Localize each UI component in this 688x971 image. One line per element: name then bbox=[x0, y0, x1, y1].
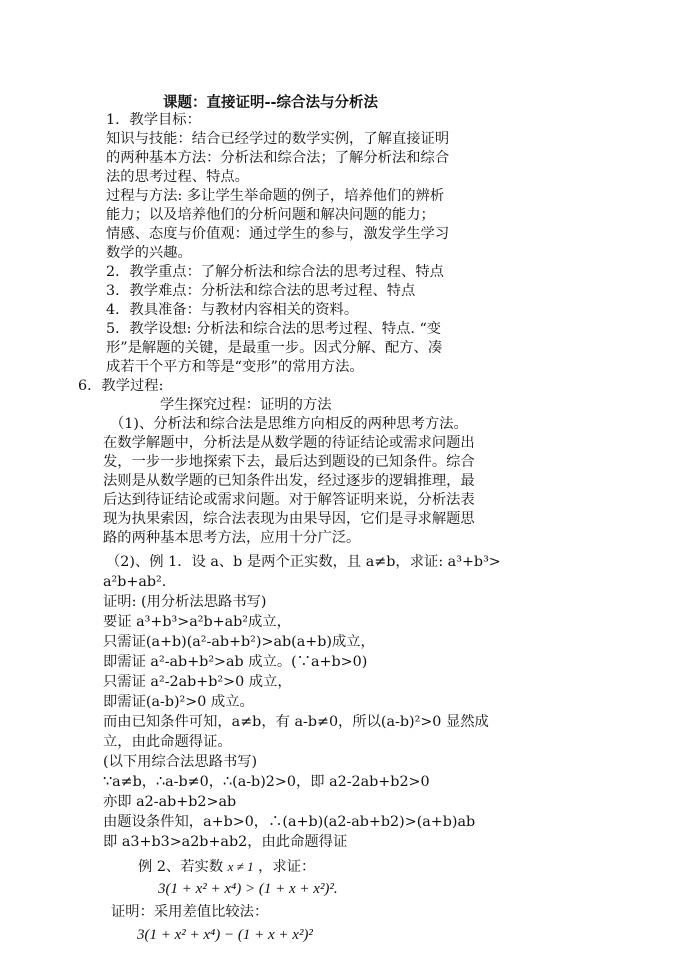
text-line: 即需证(a-b)²>0 成立。 bbox=[103, 694, 254, 710]
text-line: 只需证(a+b)(a²-ab+b²)>ab(a+b)成立， bbox=[103, 634, 375, 650]
text-line: 亦即 a2-ab+b2>ab bbox=[103, 794, 237, 810]
text-line: 由题设条件知，a+b>0，∴(a+b)(a2-ab+b2)>(a+b)ab bbox=[103, 814, 476, 830]
text-line: a²b+ab². bbox=[103, 574, 167, 590]
subheading: 学生探究过程：证明的方法 bbox=[160, 397, 332, 413]
example-2-suffix: ，求证： bbox=[258, 859, 316, 875]
proof-method-line: 证明：采用差值比较法： bbox=[111, 904, 269, 920]
text-line: 要证 a³+b³>a²b+ab²成立， bbox=[103, 614, 291, 630]
example-2-line bbox=[138, 857, 315, 877]
text-line: 2．教学重点：了解分析法和综合法的思考过程、特点 bbox=[106, 264, 444, 280]
text-line: ∵a≠b，∴a-b≠0，∴(a-b)2>0，即 a2-2ab+b2>0 bbox=[103, 774, 430, 790]
text-line: (以下用综合法思路书写) bbox=[103, 754, 258, 770]
text-line: 证明: (用分析法思路书写) bbox=[103, 594, 267, 610]
text-line: 立，由此命题得证。 bbox=[103, 734, 232, 750]
text-line: 情感、态度与价值观：通过学生的参与，激发学生学习 bbox=[106, 226, 450, 242]
text-line: 路的两种基本思考方法，应用十分广泛。 bbox=[103, 530, 361, 546]
text-line: 在数学解题中，分析法是从数学题的待证结论或需求问题出 bbox=[103, 435, 475, 451]
example-1-line: （2)、例 1．设 a、b 是两个正实数，且 a≠b，求证: a³+b³> bbox=[106, 554, 501, 570]
text-line: 即 a3+b3>a2b+ab2，由此命题得证 bbox=[103, 834, 348, 850]
text-line: 能力；以及培养他们的分析问题和解决问题的能力； bbox=[106, 207, 435, 223]
text-line: 法的思考过程、特点。 bbox=[106, 169, 249, 185]
text-line: 即需证 a²-ab+b²>ab 成立。(∵a+b>0) bbox=[103, 654, 368, 670]
text-line: 成若干个平方和等是“变形”的常用方法。 bbox=[106, 359, 364, 375]
text-line: 形”是解题的关键，是最重一步。因式分解、配方、凑 bbox=[106, 340, 443, 356]
text-line: 4．教具准备：与教材内容相关的资料。 bbox=[106, 302, 359, 318]
text-line: 知识与技能：结合已经学过的数学实例，了解直接证明 bbox=[106, 131, 450, 147]
text-line: 3．教学难点：分析法和综合法的思考过程、特点 bbox=[106, 283, 416, 299]
text-line: 5．教学设想: 分析法和综合法的思考过程、特点. “变 bbox=[106, 321, 442, 337]
text-line: 过程与方法: 多让学生举命题的例子，培养他们的辨析 bbox=[106, 188, 445, 204]
section-heading: 6．教学过程: bbox=[78, 378, 164, 394]
text-line: 的两种基本方法：分析法和综合法；了解分析法和综合 bbox=[106, 150, 450, 166]
text-line: 法则是从数学题的已知条件出发，经过逐步的逻辑推理，最 bbox=[103, 473, 475, 489]
inequality-formula: 3(1 + x² + x⁴) > (1 + x + x²)². bbox=[158, 881, 338, 897]
text-line: 数学的兴趣。 bbox=[106, 245, 192, 261]
text-line: （1)、分析法和综合法是思维方向相反的两种思考方法。 bbox=[110, 416, 468, 432]
difference-formula: 3(1 + x² + x⁴) − (1 + x + x²)² bbox=[137, 927, 313, 943]
text-line: 发，一步一步地探索下去，最后达到题设的已知条件。综合 bbox=[103, 454, 475, 470]
text-line: 后达到待证结论或需求问题。对于解答证明来说，分析法表 bbox=[103, 492, 475, 508]
text-line: 现为执果索因，综合法表现为由果导因，它们是寻求解题思 bbox=[103, 511, 475, 527]
page-title: 课题：直接证明--综合法与分析法 bbox=[163, 94, 379, 111]
text-line: 1．教学目标： bbox=[106, 112, 201, 128]
text-line: 只需证 a²-2ab+b²>0 成立， bbox=[103, 674, 292, 690]
condition-formula: x ≠ 1 bbox=[227, 859, 254, 874]
text-line: 而由已知条件可知，a≠b，有 a-b≠0，所以(a-b)²>0 显然成 bbox=[103, 714, 489, 730]
example-2-prefix: 例 2、若实数 bbox=[138, 859, 224, 875]
